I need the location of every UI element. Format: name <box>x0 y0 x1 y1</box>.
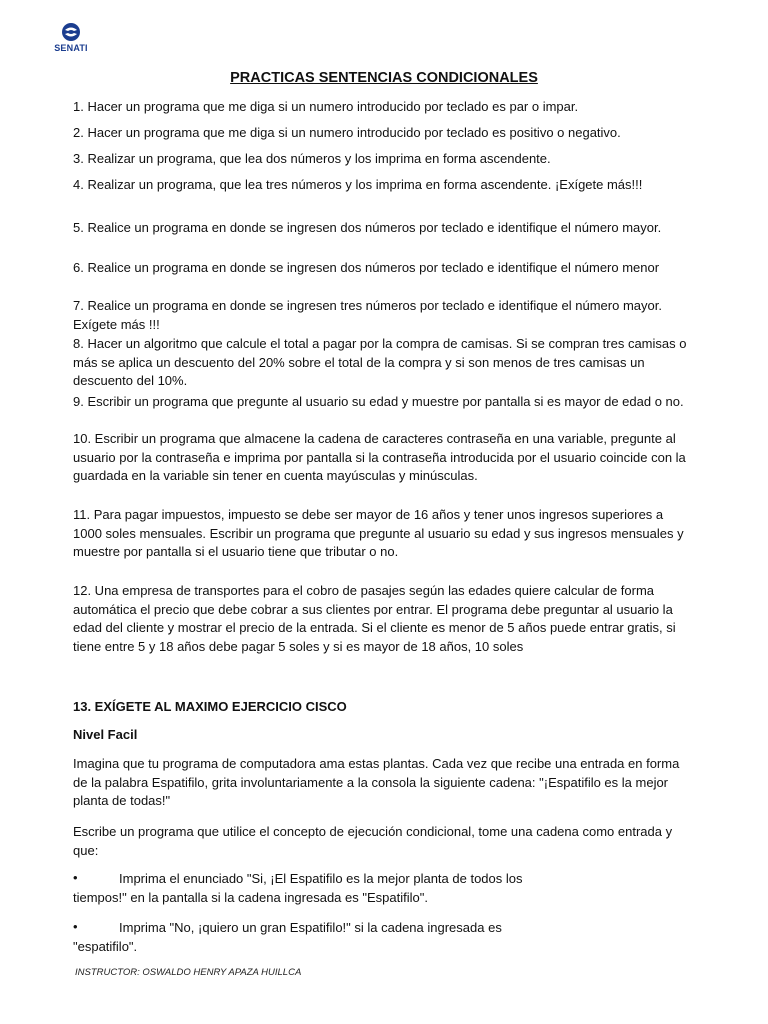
exercise-10: 10. Escribir un programa que almacene la cadena de caracteres contraseña en una variable, pregunte al usuario por la contraseña e imprima por pantalla si la contraseña introducida por el usuario coincide con la guardada en la variable sin tener en cuenta mayúsculas y minúsculas. <box>73 431 686 483</box>
section-13-instruction: Escribe un programa que utilice el concepto de ejecución condicional, tome una cadena como entrada y que: <box>73 824 673 858</box>
bullet-2-line-1: Imprima "No, ¡quiero un gran Espatifilo!" si la cadena ingresada es <box>119 920 502 935</box>
exercise-6: 6. Realice un programa en donde se ingresen dos números por teclado e identifique el número menor <box>73 260 660 275</box>
exercise-1: 1. Hacer un programa que me diga si un numero introducido por teclado es par o impar. <box>73 99 579 114</box>
instructor-footer: INSTRUCTOR: OSWALDO HENRY APAZA HUILLCA <box>75 967 302 978</box>
exercise-2: 2. Hacer un programa que me diga si un numero introducido por teclado es positivo o negativo. <box>73 125 621 140</box>
senati-logo-icon <box>60 22 82 42</box>
section-13-heading: 13. EXÍGETE AL MAXIMO EJERCICIO CISCO <box>73 699 347 714</box>
exercise-11: 11. Para pagar impuestos, impuesto se debe ser mayor de 16 años y tener unos ingresos superiores a 1000 soles mensuales. Escribir un programa que pregunte al usuario su edad y sus ingresos mensuales y muestre por pantalla si el usuario tiene que tributar o no. <box>73 507 684 559</box>
logo-text: SENATI <box>54 43 88 53</box>
section-13-intro: Imagina que tu programa de computadora ama estas plantas. Cada vez que recibe una entrada en forma de la palabra Espatifilo, grita involuntariamente a la consola la siguiente cadena: "¡Espatifilo es la mejor planta de todas!" <box>73 756 680 808</box>
senati-logo <box>50 22 92 53</box>
bullet-1-line-2: tiempos!" en la pantalla si la cadena ingresada es "Espatifilo". <box>73 890 428 905</box>
bullet-1-symbol: • <box>73 870 78 885</box>
bullet-2-line-2: "espatifilo". <box>73 939 138 954</box>
exercise-12: 12. Una empresa de transportes para el cobro de pasajes según las edades quiere calcular de forma automática el precio que debe cobrar a sus clientes por entrar. El programa debe preguntar al usuario la edad del cliente y mostrar el precio de la entrada. Si el cliente es menor de 5 años puede entrar gratis, si tiene entre 5 y 18 años debe pagar 5 soles y si es mayor de 18 años, 10 soles <box>73 583 676 654</box>
page-title: PRACTICAS SENTENCIAS CONDICIONALES <box>230 70 538 86</box>
exercise-5: 5. Realice un programa en donde se ingresen dos números por teclado e identifique el número mayor. <box>73 220 662 235</box>
exercise-9: 9. Escribir un programa que pregunte al usuario su edad y muestre por pantalla si es mayor de edad o no. <box>73 394 684 409</box>
exercise-4: 4. Realizar un programa, que lea tres números y los imprima en forma ascendente. ¡Exígete más!!! <box>73 177 643 192</box>
exercise-7: 7. Realice un programa en donde se ingresen tres números por teclado e identifique el número mayor. Exígete más !!! <box>73 298 662 332</box>
exercise-8: 8. Hacer un algoritmo que calcule el total a pagar por la compra de camisas. Si se compran tres camisas o más se aplica un descuento del 20% sobre el total de la compra y si son menos de tres camisas un descuento del 10%. <box>73 336 687 388</box>
exercise-3: 3. Realizar un programa, que lea dos números y los imprima en forma ascendente. <box>73 151 551 166</box>
bullet-1-line-1: Imprima el enunciado "Si, ¡El Espatifilo es la mejor planta de todos los <box>119 871 523 886</box>
level-label: Nivel Facil <box>73 727 138 742</box>
bullet-2-symbol: • <box>73 919 78 934</box>
